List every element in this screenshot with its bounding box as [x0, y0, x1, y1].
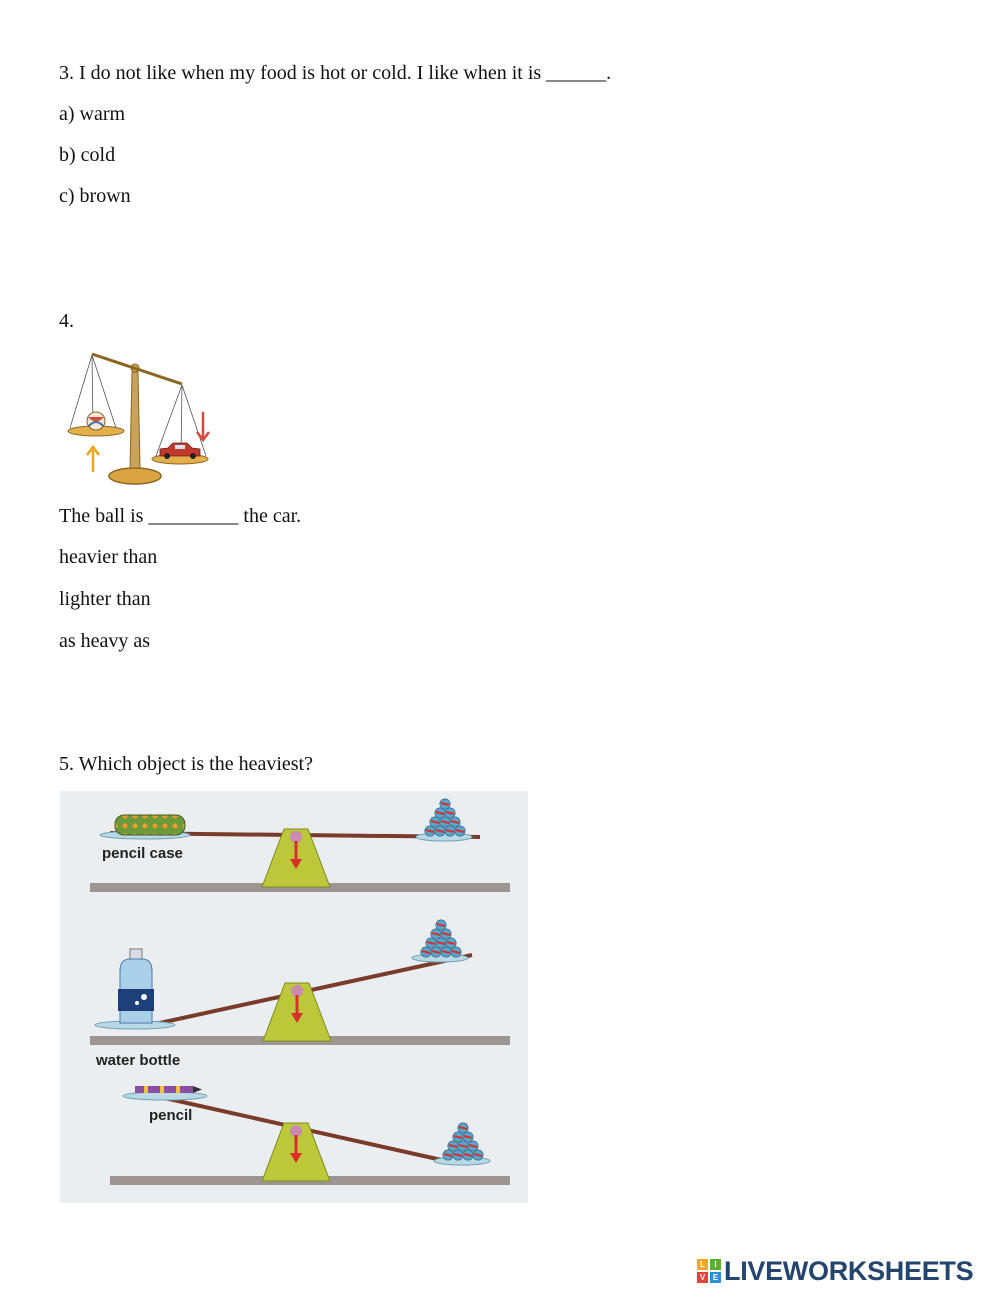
live-tiles-icon — [697, 1259, 721, 1283]
pencil-icon — [135, 1086, 202, 1093]
question-4-option-1[interactable]: heavier than — [59, 546, 158, 568]
pencil-case-icon — [115, 815, 185, 835]
question-4-option-3[interactable]: as heavy as — [59, 630, 151, 652]
tile-i: I — [710, 1259, 721, 1270]
pencil-case-label: pencil case — [102, 845, 183, 862]
question-4-sentence: The ball is _________ the car. — [59, 505, 302, 527]
pencil-label: pencil — [149, 1107, 193, 1124]
tile-v: V — [697, 1272, 708, 1283]
question-5-text: 5. Which object is the heaviest? — [59, 753, 313, 775]
tile-l: L — [697, 1259, 708, 1270]
balance-scale-illustration — [60, 348, 222, 488]
liveworksheets-logo — [697, 1256, 973, 1286]
question-3-option-a[interactable]: a) warm — [59, 103, 126, 125]
arrow-up-icon — [87, 447, 99, 472]
question-3-text: 3. I do not like when my food is hot or cold. I like when it is ______. — [59, 62, 612, 84]
question-3-option-b[interactable]: b) cold — [59, 144, 116, 166]
question-3-option-c[interactable]: c) brown — [59, 185, 131, 207]
ball-icon — [87, 412, 105, 430]
tile-e: E — [710, 1272, 721, 1283]
question-4-option-2[interactable]: lighter than — [59, 588, 151, 610]
question-4-number: 4. — [59, 310, 74, 332]
seesaw-comparison-illustration — [60, 791, 528, 1203]
water-bottle-label: water bottle — [96, 1052, 181, 1069]
logo-text: LIVEWORKSHEETS — [724, 1255, 974, 1286]
arrow-down-icon — [197, 412, 209, 440]
